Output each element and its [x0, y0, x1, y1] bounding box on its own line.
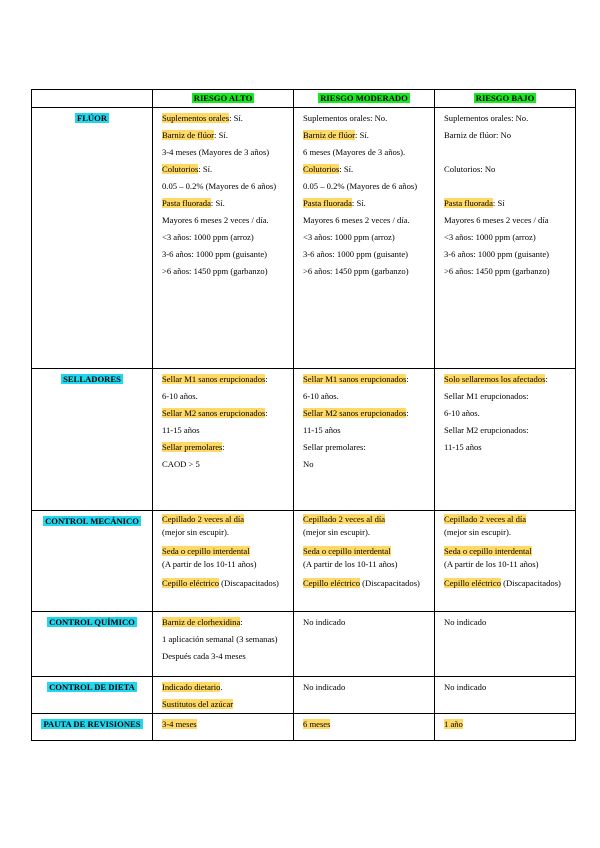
highlighted-text: Barniz de flúor — [303, 130, 356, 140]
line-text: : — [240, 617, 243, 627]
line-text: : Sí — [492, 198, 505, 208]
cell-line — [303, 388, 428, 405]
line-text: : — [406, 374, 409, 384]
line-text: (A partir de los 10-11 años) — [162, 559, 257, 569]
line-text: : — [265, 374, 268, 384]
cell-line — [162, 229, 287, 246]
highlighted-text: Barniz de clorhexidina — [162, 617, 241, 627]
line-text: : Sí. — [351, 198, 366, 208]
row-label-selladores: SELLADORES — [32, 369, 153, 511]
header-row — [32, 90, 576, 108]
highlighted-text: Sellar M2 sanos erupcionados — [303, 408, 407, 418]
cell-line — [303, 558, 428, 571]
cell-line — [444, 229, 569, 246]
cell-line — [303, 212, 428, 229]
cell-selladores-moderate — [294, 369, 435, 511]
highlighted-text: Seda o cepillo interdental — [444, 546, 532, 556]
line-text: : — [406, 408, 409, 418]
highlighted-text: Suplementos orales — [162, 113, 230, 123]
line-text: CAOD > 5 — [162, 459, 200, 469]
cell-line — [162, 405, 287, 422]
line-text: Colutorios: No — [444, 164, 496, 174]
cell-line — [162, 545, 287, 558]
cell-line — [303, 439, 428, 456]
cell-line — [162, 614, 287, 631]
line-text: 6-10 años. — [444, 408, 480, 418]
highlighted-text: Cepillo eléctrico — [162, 578, 220, 588]
cell-mecanico-low — [435, 511, 576, 612]
line-text: : — [545, 374, 548, 384]
row-selladores — [32, 369, 576, 511]
cell-line — [303, 127, 428, 144]
cell-line — [303, 229, 428, 246]
line-text: No — [303, 459, 314, 469]
row-dieta — [32, 677, 576, 714]
highlighted-text: Pasta fluorada — [303, 198, 352, 208]
row-revisiones — [32, 714, 576, 741]
line-text: 6 meses (Mayores de 3 años). — [303, 147, 406, 157]
cell-line — [303, 195, 428, 212]
cell-line — [444, 371, 569, 388]
cell-mecanico-moderate — [294, 511, 435, 612]
line-text: (Discapacitados) — [360, 578, 420, 588]
cell-line — [444, 178, 569, 195]
highlighted-text: Sustitutos del azúcar — [162, 699, 234, 709]
cell-line — [303, 422, 428, 439]
cell-line — [162, 388, 287, 405]
line-text: 1 aplicación semanal (3 semanas) — [162, 634, 278, 644]
highlighted-text: Pasta fluorada — [444, 198, 493, 208]
highlighted-text: Sellar M2 sanos erupcionados — [162, 408, 266, 418]
line-text: . — [220, 682, 223, 692]
risk-table — [31, 89, 576, 741]
line-text: : Sí. — [355, 130, 369, 140]
row-label-mecanico: CONTROL MECÁNICO — [32, 511, 153, 612]
cell-selladores-high — [153, 369, 294, 511]
row-fluor — [32, 108, 576, 369]
line-text: Mayores 6 meses 2 veces / día. — [162, 215, 269, 225]
line-text: (Discapacitados) — [501, 578, 561, 588]
cell-line — [444, 263, 569, 280]
cell-line — [162, 212, 287, 229]
line-text: 3-4 meses (Mayores de 3 años) — [162, 147, 270, 157]
cell-fluor-moderate — [294, 108, 435, 369]
line-text: Después cada 3-4 meses — [162, 651, 246, 661]
cell-line — [444, 195, 569, 212]
cell-line — [303, 526, 428, 539]
line-text: 11-15 años — [162, 425, 200, 435]
highlighted-text: Sellar M1 sanos erupcionados — [303, 374, 407, 384]
line-text: (mejor sin escupir). — [303, 527, 371, 537]
cell-selladores-low — [435, 369, 576, 511]
highlighted-text: Seda o cepillo interdental — [303, 546, 391, 556]
cell-quimico-low: No indicado — [435, 612, 576, 677]
cell-line — [444, 388, 569, 405]
cell-line — [162, 263, 287, 280]
cell-line — [303, 577, 428, 590]
line-text: 3-6 años: 1000 ppm (guisante) — [162, 249, 268, 259]
line-text: (Discapacitados) — [219, 578, 279, 588]
cell-line — [444, 144, 569, 161]
cell-revisiones-moderate: 6 meses — [294, 714, 435, 741]
row-quimico — [32, 612, 576, 677]
cell-line — [303, 371, 428, 388]
line-text: Sellar M1 erupcionados: — [444, 391, 529, 401]
line-text: : — [265, 408, 268, 418]
highlighted-text: Solo sellaremos los afectados — [444, 374, 546, 384]
line-text: : Sí. — [339, 164, 354, 174]
cell-line — [444, 577, 569, 590]
cell-line — [303, 513, 428, 526]
cell-line — [303, 178, 428, 195]
row-mecanico — [32, 511, 576, 612]
cell-line — [303, 545, 428, 558]
line-text: (mejor sin escupir). — [444, 527, 512, 537]
line-text: >6 años: 1450 ppm (garbanzo) — [162, 266, 268, 276]
line-text: <3 años: 1000 ppm (arroz) — [162, 232, 254, 242]
line-text: : Sí. — [210, 198, 225, 208]
cell-fluor-high — [153, 108, 294, 369]
highlighted-text: Sellar M1 sanos erupcionados — [162, 374, 266, 384]
highlighted-text: Cepillo eléctrico — [303, 578, 361, 588]
line-text: Suplementos orales: No. — [444, 113, 529, 123]
line-text: 6-10 años. — [162, 391, 198, 401]
line-text: Sellar premolares: — [303, 442, 366, 452]
cell-line — [162, 195, 287, 212]
cell-line — [162, 178, 287, 195]
row-label-revisiones: PAUTA DE REVISIONES — [32, 714, 153, 741]
cell-revisiones-high: 3-4 meses — [153, 714, 294, 741]
cell-mecanico-high — [153, 511, 294, 612]
line-text: 11-15 años — [444, 442, 482, 452]
cell-line — [162, 631, 287, 648]
highlighted-text: Sellar premolares — [162, 442, 223, 452]
line-text: (A partir de los 10-11 años) — [444, 559, 539, 569]
highlighted-text: Cepillado 2 veces al día — [162, 514, 245, 524]
cell-line — [162, 696, 287, 713]
cell-line — [162, 577, 287, 590]
cell-line — [444, 422, 569, 439]
highlighted-text: Cepillado 2 veces al día — [303, 514, 386, 524]
highlighted-text: Indicado dietario — [162, 682, 221, 692]
line-text: <3 años: 1000 ppm (arroz) — [444, 232, 536, 242]
cell-quimico-moderate: No indicado — [294, 612, 435, 677]
line-text: >6 años: 1450 ppm (garbanzo) — [303, 266, 409, 276]
cell-line — [303, 110, 428, 127]
cell-line — [444, 439, 569, 456]
cell-line — [444, 405, 569, 422]
cell-line — [162, 513, 287, 526]
line-text: 0.05 – 0.2% (Mayores de 6 años) — [303, 181, 418, 191]
cell-line — [444, 558, 569, 571]
cell-line — [162, 161, 287, 178]
line-text: : Sí. — [198, 164, 213, 174]
line-text: (mejor sin escupir). — [162, 527, 230, 537]
row-label-dieta: CONTROL DE DIETA — [32, 677, 153, 714]
line-text: Mayores 6 meses 2 veces / día — [444, 215, 549, 225]
cell-line — [303, 161, 428, 178]
highlighted-text: Cepillado 2 veces al día — [444, 514, 527, 524]
header-low: RIESGO BAJO — [435, 90, 576, 108]
header-moderate: RIESGO MODERADO — [294, 90, 435, 108]
line-text: : — [222, 442, 225, 452]
line-text: : Sí. — [229, 113, 243, 123]
cell-dieta-moderate: No indicado — [294, 677, 435, 714]
cell-line — [162, 110, 287, 127]
cell-line — [162, 526, 287, 539]
cell-line — [303, 144, 428, 161]
cell-line — [162, 422, 287, 439]
cell-line — [162, 371, 287, 388]
line-text: Sellar M2 erupcionados: — [444, 425, 529, 435]
highlighted-text: Barniz de flúor — [162, 130, 215, 140]
cell-line — [444, 212, 569, 229]
cell-line — [162, 246, 287, 263]
header-blank — [32, 90, 153, 108]
highlighted-text: Colutorios — [303, 164, 340, 174]
row-label-fluor: FLÚOR — [32, 108, 153, 369]
cell-line — [444, 513, 569, 526]
cell-dieta-low: No indicado — [435, 677, 576, 714]
highlighted-text: Colutorios — [162, 164, 199, 174]
cell-line — [444, 246, 569, 263]
cell-line — [162, 648, 287, 665]
cell-line — [162, 144, 287, 161]
cell-line — [303, 263, 428, 280]
line-text: : Sí. — [214, 130, 228, 140]
cell-line — [162, 558, 287, 571]
line-text: <3 años: 1000 ppm (arroz) — [303, 232, 395, 242]
line-text: Mayores 6 meses 2 veces / día. — [303, 215, 410, 225]
cell-line — [162, 456, 287, 473]
cell-fluor-low — [435, 108, 576, 369]
line-text: >6 años: 1450 ppm (garbanzo) — [444, 266, 550, 276]
cell-line — [303, 246, 428, 263]
row-label-quimico: CONTROL QUÍMICO — [32, 612, 153, 677]
cell-line — [162, 439, 287, 456]
cell-line — [444, 110, 569, 127]
cell-line — [444, 161, 569, 178]
highlighted-text: Seda o cepillo interdental — [162, 546, 250, 556]
line-text: 3-6 años: 1000 ppm (guisante) — [303, 249, 409, 259]
line-text: 6-10 años. — [303, 391, 339, 401]
cell-quimico-high — [153, 612, 294, 677]
header-high: RIESGO ALTO — [153, 90, 294, 108]
cell-line — [303, 456, 428, 473]
line-text: Barniz de flúor: No — [444, 130, 512, 140]
line-text: 11-15 años — [303, 425, 341, 435]
line-text: 3-6 años: 1000 ppm (guisante) — [444, 249, 550, 259]
cell-line — [162, 127, 287, 144]
highlighted-text: Pasta fluorada — [162, 198, 211, 208]
cell-line — [303, 405, 428, 422]
cell-line — [444, 545, 569, 558]
cell-line — [444, 127, 569, 144]
cell-line — [444, 526, 569, 539]
line-text: Suplementos orales: No. — [303, 113, 388, 123]
highlighted-text: Cepillo eléctrico — [444, 578, 502, 588]
line-text: 0.05 – 0.2% (Mayores de 6 años) — [162, 181, 277, 191]
cell-dieta-high — [153, 677, 294, 714]
cell-revisiones-low: 1 año — [435, 714, 576, 741]
cell-line — [162, 679, 287, 696]
line-text: (A partir de los 10-11 años) — [303, 559, 398, 569]
